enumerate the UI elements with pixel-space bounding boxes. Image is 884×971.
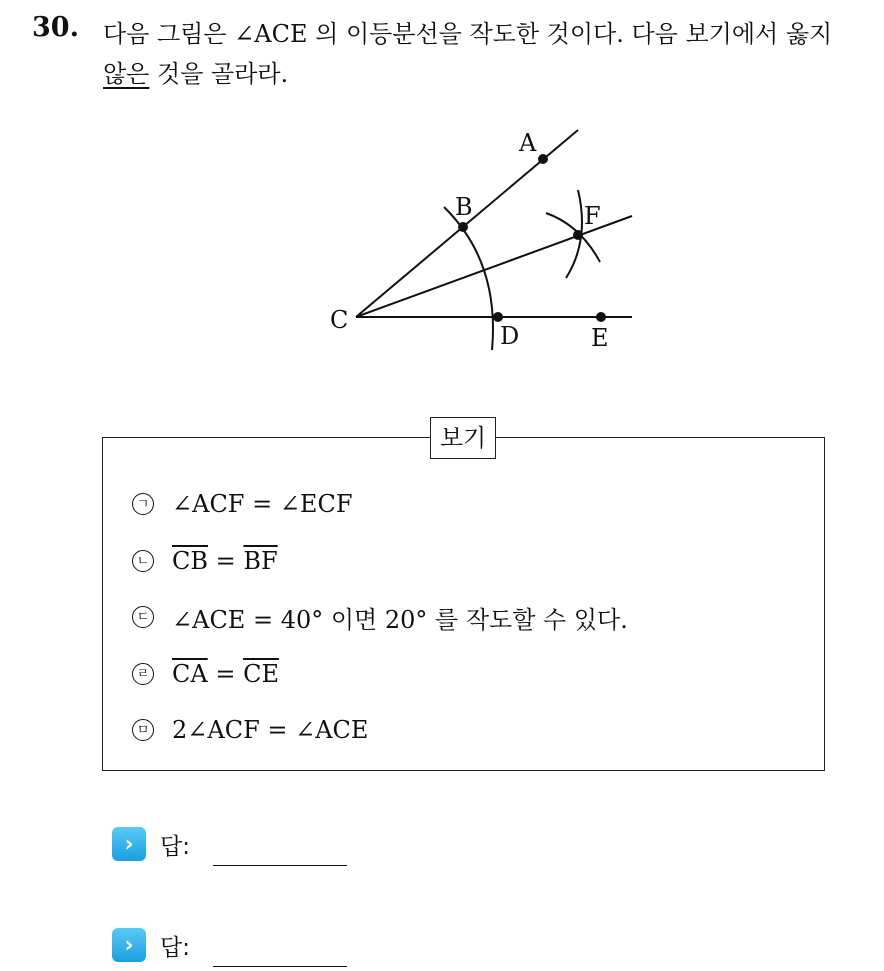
label-c: C <box>330 306 349 334</box>
example-item <box>132 657 279 691</box>
bisector-cf <box>356 216 632 317</box>
question-emphasis: 않은 <box>103 60 150 88</box>
item-text: ∠ACF = ∠ECF <box>172 490 353 518</box>
angle-bisector-figure <box>0 0 884 400</box>
answer-label: 답: <box>160 934 190 961</box>
segment-ca: $\overline{CA}$ <box>172 660 208 688</box>
item-text: 2∠ACF = ∠ACE <box>172 716 369 744</box>
chevron-right-icon: › <box>112 827 146 861</box>
point-d <box>493 312 503 322</box>
point-b <box>458 222 468 232</box>
answer-blank[interactable] <box>213 966 347 967</box>
segment-ce: $\overline{CE}$ <box>243 660 279 688</box>
marker-rieul: ㄹ <box>132 663 154 685</box>
example-item <box>132 713 368 747</box>
segment-cb: $\overline{CB}$ <box>172 547 208 575</box>
marker-digeut: ㄷ <box>132 606 154 628</box>
question-text-line2: 것을 골라라. <box>149 60 289 88</box>
marker-giyeok: ㄱ <box>132 493 154 515</box>
question-text-line1: 다음 그림은 ∠ACE 의 이등분선을 작도한 것이다. 다음 보기에서 옳지 <box>103 20 833 48</box>
chevron-right-icon: › <box>112 928 146 962</box>
example-item <box>132 600 628 634</box>
item-text: ∠ACE = 40° 이면 20° 를 작도할 수 있다. <box>172 605 628 634</box>
label-a: A <box>519 129 537 157</box>
question-number: 30. <box>32 12 79 43</box>
label-e: E <box>591 324 609 352</box>
label-d: D <box>500 322 520 350</box>
answer-row <box>112 928 190 962</box>
example-item <box>132 544 278 578</box>
example-item <box>132 487 352 521</box>
answer-row <box>112 827 190 861</box>
marker-nieun: ㄴ <box>132 550 154 572</box>
equals-sign: = <box>208 547 244 575</box>
label-b: B <box>455 193 473 221</box>
label-f: F <box>584 202 601 230</box>
point-f <box>573 230 583 240</box>
point-a <box>538 154 548 164</box>
answer-blank[interactable] <box>213 865 347 866</box>
marker-mieum: ㅁ <box>132 719 154 741</box>
example-box-title: 보기 <box>430 417 496 459</box>
point-e <box>596 312 606 322</box>
segment-bf: $\overline{BF}$ <box>243 547 278 575</box>
arc-bd <box>444 207 493 350</box>
answer-label: 답: <box>160 833 190 860</box>
equals-sign: = <box>207 660 244 688</box>
